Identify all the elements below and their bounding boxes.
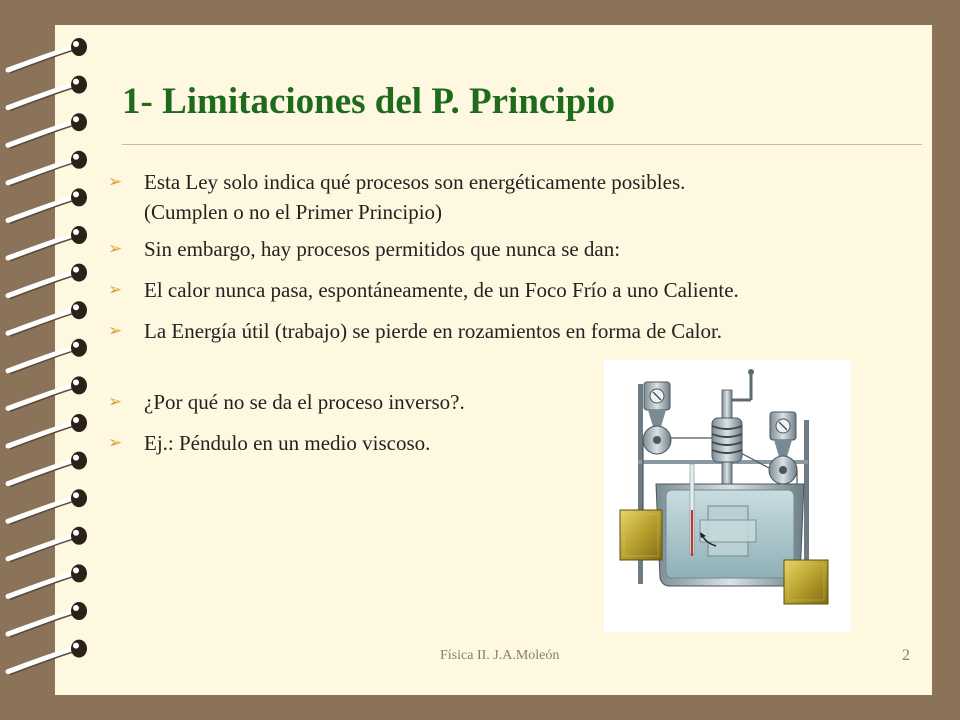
binder-hole-icon — [71, 640, 87, 658]
binder-hole-icon — [71, 376, 87, 394]
binder-rings — [0, 0, 110, 720]
slide-title: 1- Limitaciones del P. Principio — [122, 81, 615, 122]
bullet-text: Ej.: Péndulo en un medio viscoso. — [144, 431, 431, 455]
arrow-bullet-icon: ➢ — [108, 239, 123, 259]
binder-ring-shadow — [10, 425, 78, 449]
title-divider — [122, 144, 922, 145]
binder-ring-shadow — [10, 162, 78, 186]
binder-hole-icon — [71, 226, 87, 244]
binder-hole-highlight — [73, 379, 79, 385]
binder-hole-highlight — [73, 567, 79, 573]
binder-hole-highlight — [73, 304, 79, 310]
binder-hole-icon — [71, 76, 87, 94]
binder-hole-highlight — [73, 116, 79, 122]
binder-ring-icon — [8, 535, 78, 559]
arrow-bullet-icon: ➢ — [108, 392, 123, 412]
binder-hole-icon — [71, 339, 87, 357]
binder-hole-highlight — [73, 79, 79, 85]
binder-hole-icon — [71, 527, 87, 545]
binder-ring-icon — [8, 497, 78, 521]
bullet-text: (Cumplen o no el Primer Principio) — [144, 200, 443, 224]
binder-ring-icon — [8, 610, 78, 634]
binder-ring-icon — [8, 234, 78, 258]
binder-hole-highlight — [73, 267, 79, 273]
binder-hole-highlight — [73, 417, 79, 423]
binder-hole-highlight — [73, 229, 79, 235]
binder-hole-icon — [71, 602, 87, 620]
bullet-text: La Energía útil (trabajo) se pierde en rozamientos en forma de Calor. — [144, 319, 723, 343]
arrow-bullet-icon: ➢ — [108, 321, 123, 341]
binder-hole-highlight — [73, 530, 79, 536]
binder-ring-shadow — [10, 237, 78, 261]
binder-hole-icon — [71, 489, 87, 507]
binder-ring-icon — [8, 422, 78, 446]
binder-ring-icon — [8, 272, 78, 296]
binder-hole-icon — [71, 452, 87, 470]
binder-hole-highlight — [73, 41, 79, 47]
binder-ring-icon — [8, 196, 78, 220]
binder-ring-shadow — [10, 387, 78, 411]
binder-hole-highlight — [73, 342, 79, 348]
binder-ring-shadow — [10, 312, 78, 336]
binder-hole-icon — [71, 414, 87, 432]
binder-ring-shadow — [10, 651, 78, 675]
bullet-text: Sin embargo, hay procesos permitidos que nunca se dan: — [144, 237, 621, 261]
binder-hole-icon — [71, 188, 87, 206]
binder-ring-shadow — [10, 49, 78, 73]
binder-ring-shadow — [10, 275, 78, 299]
binder-ring-shadow — [10, 613, 78, 637]
page-number: 2 — [902, 647, 910, 664]
binder-ring-shadow — [10, 575, 78, 599]
binder-hole-highlight — [73, 455, 79, 461]
binder-hole-highlight — [73, 154, 79, 160]
binder-ring-shadow — [10, 500, 78, 524]
binder-hole-icon — [71, 264, 87, 282]
joule-apparatus-illustration — [604, 360, 851, 632]
binder-hole-icon — [71, 564, 87, 582]
binder-hole-icon — [71, 151, 87, 169]
bullet-text: El calor nunca pasa, espontáneamente, de un Foco Frío a uno Caliente. — [144, 278, 739, 302]
arrow-bullet-icon: ➢ — [108, 433, 123, 453]
binder-ring-icon — [8, 460, 78, 484]
arrow-bullet-icon: ➢ — [108, 280, 123, 300]
bullet-text: ¿Por qué no se da el proceso inverso?. — [144, 390, 465, 414]
binder-ring-icon — [8, 572, 78, 596]
binder-ring-icon — [8, 84, 78, 108]
binder-hole-icon — [71, 38, 87, 56]
binder-ring-shadow — [10, 538, 78, 562]
binder-hole-icon — [71, 113, 87, 131]
binder-hole-highlight — [73, 643, 79, 649]
binder-ring-shadow — [10, 463, 78, 487]
binder-ring-shadow — [10, 87, 78, 111]
binder-ring-icon — [8, 159, 78, 183]
binder-ring-icon — [8, 309, 78, 333]
arrow-bullet-icon: ➢ — [108, 172, 123, 192]
binder-ring-icon — [8, 648, 78, 672]
binder-ring-icon — [8, 46, 78, 70]
slide-footer: Física II. J.A.Moleón — [440, 648, 560, 663]
binder-hole-icon — [71, 301, 87, 319]
binder-hole-highlight — [73, 492, 79, 498]
binder-ring-icon — [8, 347, 78, 371]
binder-ring-icon — [8, 121, 78, 145]
binder-ring-shadow — [10, 199, 78, 223]
binder-ring-shadow — [10, 124, 78, 148]
binder-hole-highlight — [73, 191, 79, 197]
binder-ring-shadow — [10, 350, 78, 374]
binder-ring-icon — [8, 384, 78, 408]
bullet-text: Esta Ley solo indica qué procesos son energéticamente posibles. — [144, 170, 686, 194]
binder-hole-highlight — [73, 605, 79, 611]
